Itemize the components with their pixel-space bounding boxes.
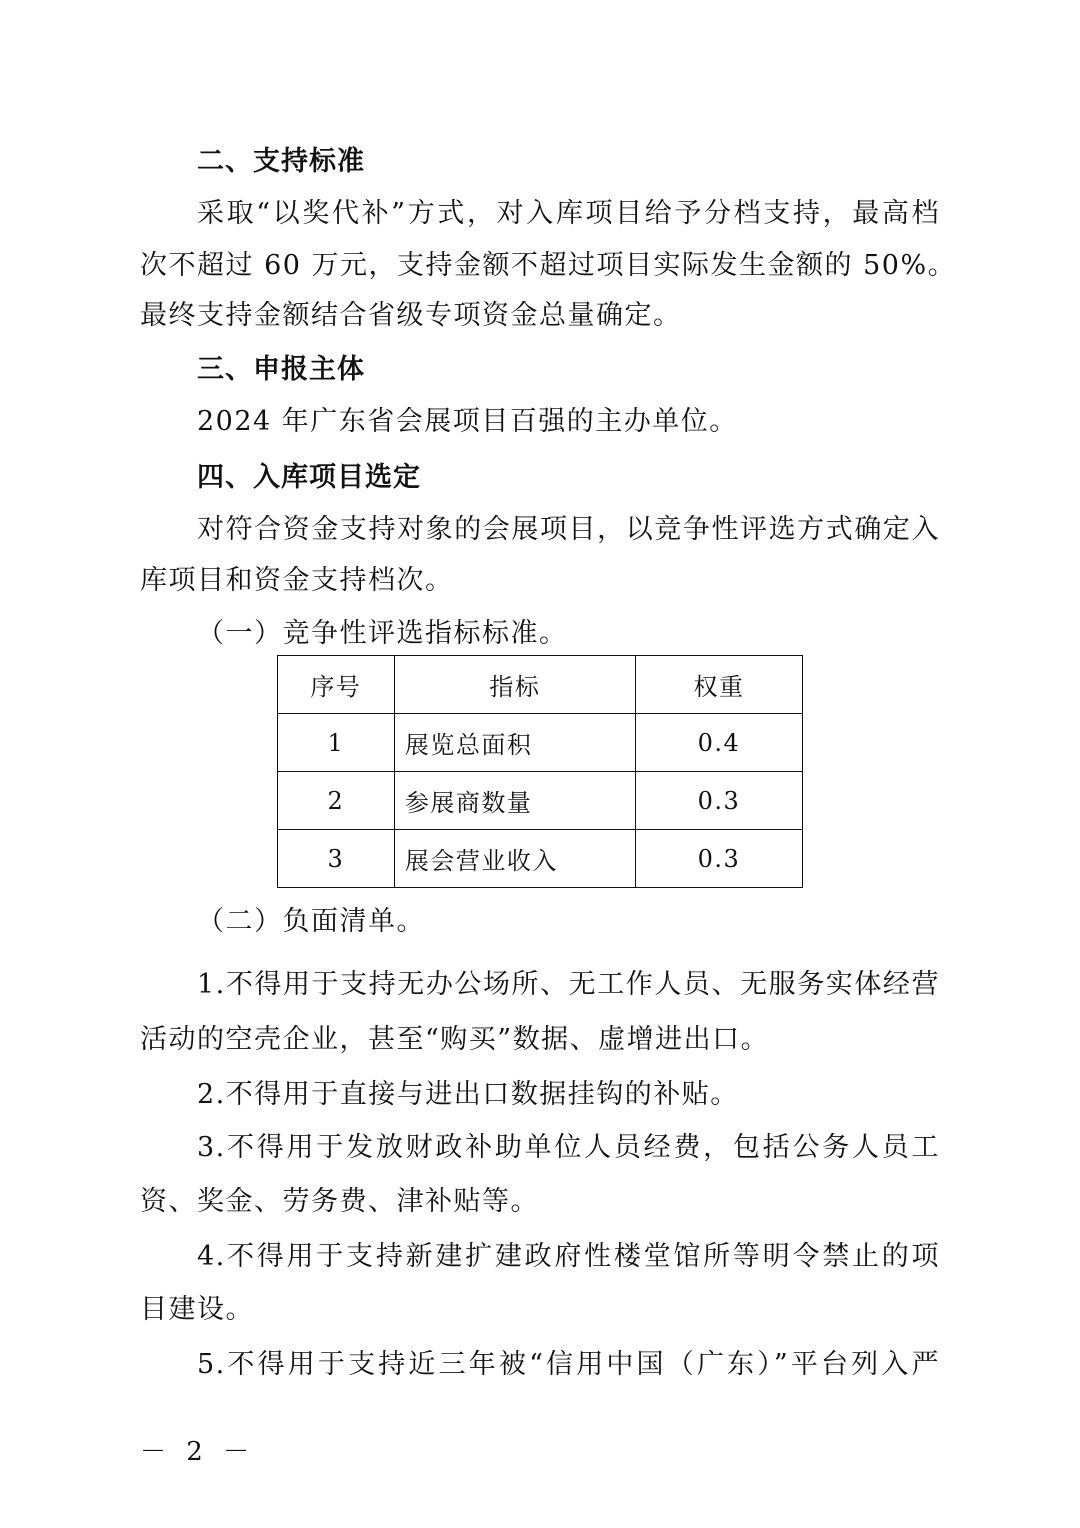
- cell-weight: 0.4: [635, 714, 802, 772]
- section2-heading: 二、支持标准: [197, 146, 365, 177]
- table-row: [278, 714, 803, 772]
- header-cell-indicator: 指标: [394, 656, 635, 714]
- table-header-row: [278, 656, 803, 714]
- negative-item-3-line-1: 3.不得用于发放财政补助单位人员经费，包括公务人员工: [197, 1132, 940, 1163]
- cell-no: 1: [278, 714, 395, 772]
- negative-item-4-line-2: 目建设。: [140, 1294, 254, 1325]
- section3-heading: 三、申报主体: [197, 354, 365, 385]
- criteria-table: [277, 655, 803, 888]
- section2-line-2: 次不超过 60 万元，支持金额不超过项目实际发生金额的 50%。: [140, 250, 957, 281]
- table-row: [278, 830, 803, 888]
- cell-indicator: 参展商数量: [394, 772, 635, 830]
- negative-item-1-line-2: 活动的空壳企业，甚至“购买”数据、虚增进出口。: [140, 1024, 770, 1055]
- negative-item-2: 2.不得用于直接与进出口数据挂钩的补贴。: [197, 1079, 739, 1110]
- section4-heading: 四、入库项目选定: [197, 462, 421, 493]
- cell-indicator: 展会营业收入: [394, 830, 635, 888]
- sub2-title: （二）负面清单。: [197, 906, 425, 937]
- sub1-title: （一）竞争性评选指标标准。: [197, 618, 568, 649]
- negative-item-3-line-2: 资、奖金、劳务费、津补贴等。: [140, 1186, 539, 1217]
- section2-line-1: 采取“以奖代补”方式，对入库项目给予分档支持，最高档: [197, 198, 940, 229]
- header-cell-weight: 权重: [635, 656, 802, 714]
- negative-item-1-line-1: 1.不得用于支持无办公场所、无工作人员、无服务实体经营: [197, 969, 940, 1000]
- negative-item-4-line-1: 4.不得用于支持新建扩建政府性楼堂馆所等明令禁止的项: [197, 1241, 940, 1272]
- cell-no: 3: [278, 830, 395, 888]
- section2-line-3: 最终支持金额结合省级专项资金总量确定。: [140, 300, 682, 331]
- section4-line-2: 库项目和资金支持档次。: [140, 565, 454, 596]
- cell-weight: 0.3: [635, 772, 802, 830]
- cell-weight: 0.3: [635, 830, 802, 888]
- cell-indicator: 展览总面积: [394, 714, 635, 772]
- section4-line-1: 对符合资金支持对象的会展项目，以竞争性评选方式确定入: [197, 514, 940, 545]
- cell-no: 2: [278, 772, 395, 830]
- negative-item-5-line-1: 5.不得用于支持近三年被“信用中国（广东）”平台列入严: [197, 1349, 940, 1380]
- section3-line-1: 2024 年广东省会展项目百强的主办单位。: [197, 406, 738, 437]
- table-row: [278, 772, 803, 830]
- page-number: － 2 －: [140, 1437, 256, 1467]
- header-cell-no: 序号: [278, 656, 395, 714]
